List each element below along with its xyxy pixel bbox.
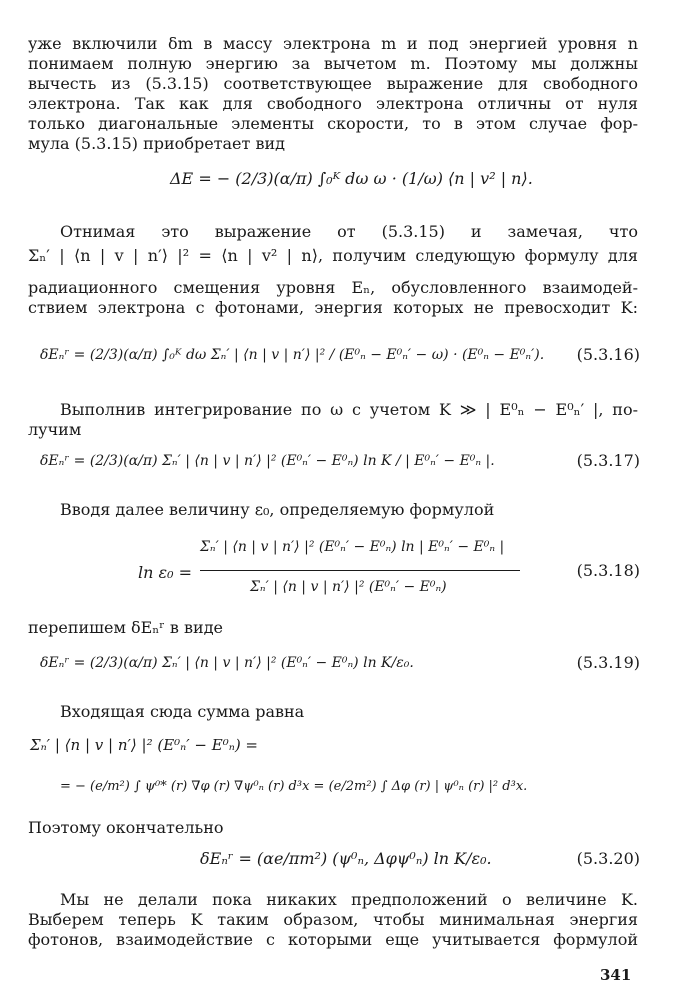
text-line: Σₙ′ | ⟨n | v | n′⟩ |² = ⟨n | v² | n⟩, получим следующую формулу для bbox=[28, 246, 638, 265]
equation-5-3-18-numerator: Σₙ′ | ⟨n | v | n′⟩ |² (E⁰ₙ′ − E⁰ₙ) ln | E⁰ₙ′ − E⁰ₙ | bbox=[200, 539, 505, 555]
text-line: только диагональные элементы скорости, то в этом случае фор- bbox=[28, 114, 638, 133]
equation-number: (5.3.20) bbox=[576, 849, 640, 868]
equation-5-3-19: δEₙʳ = (2/3)(α/π) Σₙ′ | ⟨n | v | n′⟩ |² (E⁰ₙ′ − E⁰ₙ) ln K/ε₀. bbox=[40, 655, 414, 671]
equation-number: (5.3.19) bbox=[576, 653, 640, 672]
text-line: радиационного смещения уровня Eₙ, обусловленного взаимодей- bbox=[28, 278, 638, 297]
equation-free-electron: ΔE = − (2/3)(α/π) ∫₀ᴷ dω ω · (1/ω) ⟨n | v² | n⟩. bbox=[170, 169, 533, 188]
text-line: фотонов, взаимодействие с которыми еще учитывается формулой bbox=[28, 930, 638, 949]
equation-number: (5.3.17) bbox=[576, 451, 640, 470]
text-line: Входящая сюда сумма равна bbox=[60, 702, 305, 721]
page-number: 341 bbox=[600, 966, 632, 984]
text-line: вычесть из (5.3.15) соответствующее выражение для свободного bbox=[28, 74, 638, 93]
equation-5-3-18-denominator: Σₙ′ | ⟨n | v | n′⟩ |² (E⁰ₙ′ − E⁰ₙ) bbox=[250, 579, 447, 595]
fraction-bar bbox=[200, 570, 520, 571]
text-line: перепишем δEₙʳ в виде bbox=[28, 618, 224, 637]
text-line: Отнимая это выражение от (5.3.15) и замечая, что bbox=[60, 222, 638, 241]
text-line: Мы не делали пока никаких предположений о величине K. bbox=[60, 890, 638, 909]
equation-5-3-17: δEₙʳ = (2/3)(α/π) Σₙ′ | ⟨n | v | n′⟩ |² (E⁰ₙ′ − E⁰ₙ) ln K / | E⁰ₙ′ − E⁰ₙ |. bbox=[40, 453, 495, 469]
text-line: Выберем теперь K таким образом, чтобы минимальная энергия bbox=[28, 910, 638, 929]
equation-number: (5.3.18) bbox=[576, 561, 640, 580]
equation-number: (5.3.16) bbox=[576, 345, 640, 364]
equation-sum-line-2: = − (e/m²) ∫ ψ⁰* (r) ∇φ (r) ∇ψ⁰ₙ (r) d³x = (e/2m²) ∫ Δφ (r) | ψ⁰ₙ (r) |² d³x. bbox=[60, 779, 528, 794]
equation-sum-line-1: Σₙ′ | ⟨n | v | n′⟩ |² (E⁰ₙ′ − E⁰ₙ) = bbox=[30, 736, 259, 754]
text-line: лучим bbox=[28, 420, 82, 439]
text-line: уже включили δm в массу электрона m и под энергией уровня n bbox=[28, 34, 638, 53]
text-line: ствием электрона с фотонами, энергия которых не превосходит K: bbox=[28, 298, 638, 317]
text-line: мула (5.3.15) приобретает вид bbox=[28, 134, 285, 153]
equation-5-3-16: δEₙʳ = (2/3)(α/π) ∫₀ᴷ dω Σₙ′ | ⟨n | v | n′⟩ |² / (E⁰ₙ − E⁰ₙ′ − ω) · (E⁰ₙ − E⁰ₙ′). bbox=[40, 347, 545, 363]
equation-5-3-18-lhs: ln ε₀ = bbox=[138, 563, 192, 582]
text-line: Вводя далее величину ε₀, определяемую формулой bbox=[60, 500, 495, 519]
text-line: Выполнив интегрирование по ω с учетом K ≫ | E⁰ₙ − E⁰ₙ′ |, по- bbox=[60, 400, 638, 419]
equation-5-3-20: δEₙʳ = (αe/πm²) (ψ⁰ₙ, Δφψ⁰ₙ) ln K/ε₀. bbox=[200, 849, 492, 868]
text-line: Поэтому окончательно bbox=[28, 818, 224, 837]
text-line: понимаем полную энергию за вычетом m. Поэтому мы должны bbox=[28, 54, 638, 73]
text-line: электрона. Так как для свободного электрона отличны от нуля bbox=[28, 94, 638, 113]
